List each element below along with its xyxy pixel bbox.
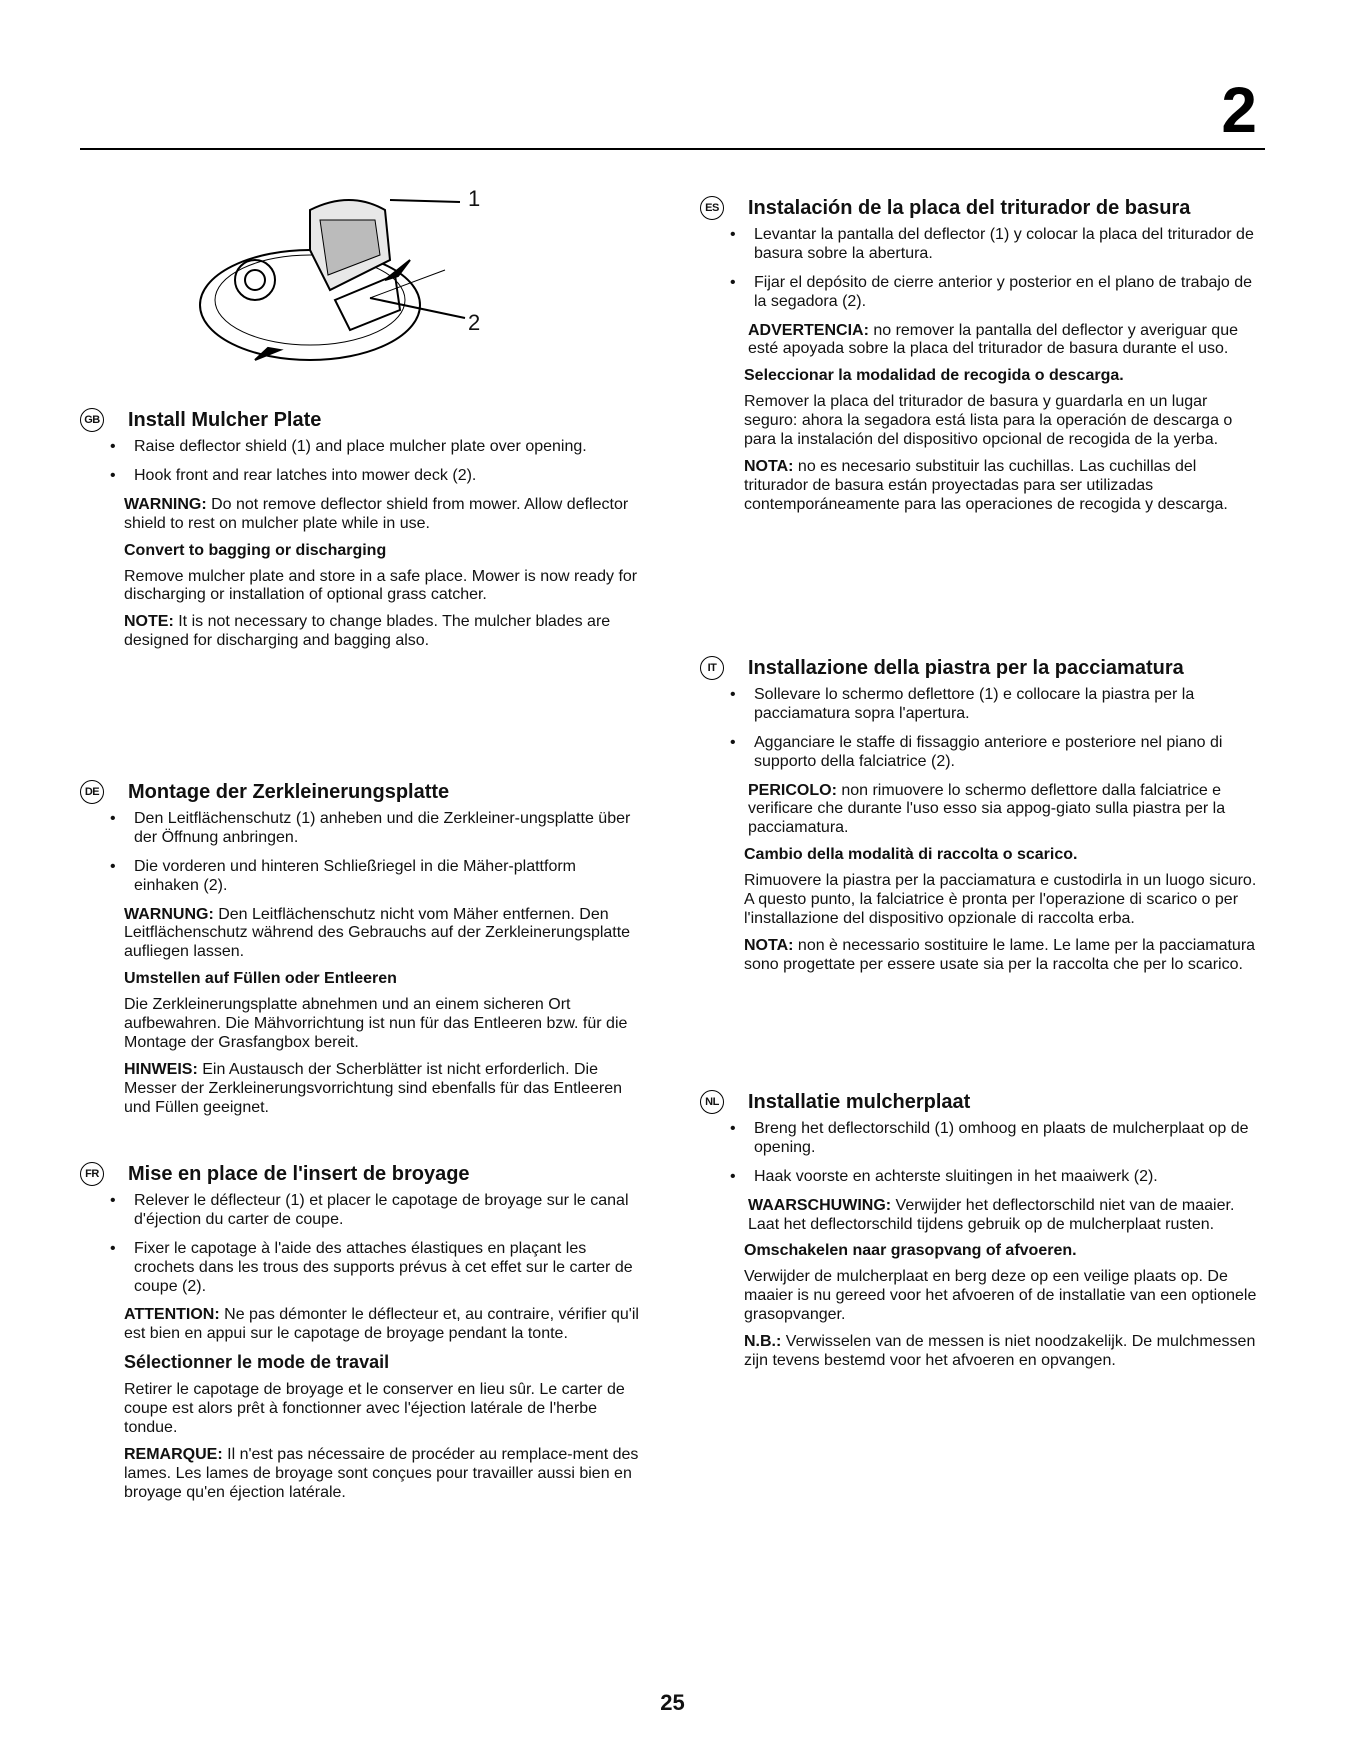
warning-text: non rimuovere lo schermo deflettore dalla falciatrice e verificare che durante l'uso esso sia appog-giato sulla piastra per la pacciamatura.: [748, 781, 1226, 837]
warning-text: Verwijder het deflectorschild niet van de maaier. Laat het deflectorschild tijdens gebruik op de mulcherplaat rusten.: [748, 1196, 1235, 1233]
note-label: REMARQUE:: [124, 1445, 223, 1463]
step-item: • Breng het deflectorschild (1) omhoog en plaats de mulcherplaat op de opening.: [730, 1120, 1260, 1158]
note-paragraph: [744, 458, 1260, 515]
note-paragraph: [124, 613, 645, 651]
note-text: Ein Austausch der Scherblätter ist nicht erforderlich. Die Messer der Zerkleinerungsvorrichtung sind ebenfalls für das Entleeren und Füllen geeignet.: [124, 1060, 623, 1116]
note-label: N.B.:: [744, 1333, 782, 1350]
step-item: • Agganciare le staffe di fissaggio anteriore e posteriore nel piano di supporto della falciatrice (2).: [730, 734, 1260, 772]
note-text: It is not necessary to change blades. The mulcher blades are designed for discharging and bagging also.: [124, 613, 611, 650]
section-title: Mise en place de l'insert de broyage: [128, 1162, 470, 1185]
warning-text: Den Leitflächenschutz nicht vom Mäher entfernen. Den Leitflächenschutz während des Gebrauchs auf der Zerkleinerungsplatte aufliegen lassen.: [124, 905, 631, 961]
note-text: non è necessario sostituire le lame. Le lame per la pacciamatura sono progettate per essere usate sia per la raccolta che per lo scarico.: [744, 936, 1256, 973]
subheading: Cambio della modalità di raccolta o scarico.: [744, 846, 1078, 864]
warning-text: Ne pas démonter le déflecteur et, au contraire, vérifier qu'il est bien en appui sur le capotage de broyage pendant la tonte.: [124, 1306, 639, 1343]
body-paragraph: Die Zerkleinerungsplatte abnehmen und an einem sicheren Ort aufbewahren. Die Mähvorrichtung ist nun für das Entleeren bzw. für die Montage der Grasfangbox bereit.: [124, 996, 628, 1051]
step-list: [700, 1120, 1260, 1187]
note-paragraph: [744, 937, 1260, 975]
section-it: [700, 656, 1260, 983]
section-gb: [80, 408, 645, 659]
note-text: no es necesario substituir las cuchillas. Las cuchillas del triturador de basura están proyectadas para ser utilizadas contemporáneamente para las operaciones de recogida y descarga.: [744, 457, 1228, 513]
mulcher-plate-illustration: [160, 180, 560, 400]
subheading: Umstellen auf Füllen oder Entleeren: [124, 970, 397, 988]
note-paragraph: [124, 1446, 645, 1503]
note-label: HINWEIS:: [124, 1060, 198, 1078]
warning-text: no remover la pantalla del deflector y averiguar que esté apoyada sobre la placa del triturador de basura durante el uso.: [748, 321, 1238, 358]
section-nl: [700, 1090, 1260, 1379]
step-list: [700, 686, 1260, 772]
page-number: 25: [660, 1690, 685, 1715]
callout-label-2: 2: [468, 310, 481, 335]
subheading: Seleccionar la modalidad de recogida o descarga.: [744, 367, 1124, 385]
section-de: [80, 780, 645, 1125]
note-text: Il n'est pas nécessaire de procéder au remplace-ment des lames. Les lames de broyage sont conçues pour travailler aussi bien en broyage qu'en éjection latérale.: [124, 1445, 639, 1501]
step-item: • Fixer le capotage à l'aide des attaches élastiques en plaçant les crochets dans les trous des supports prévus à cet effet sur le carter de coupe (2).: [110, 1240, 645, 1297]
step-item: • Relever le déflecteur (1) et placer le capotage de broyage sur le canal d'éjection du carter de coupe.: [110, 1192, 645, 1230]
language-badge-nl: NL: [700, 1090, 724, 1114]
step-list: [80, 438, 645, 486]
step-item: • Die vorderen und hinteren Schließriegel in die Mäher-plattform einhaken (2).: [110, 858, 645, 896]
note-paragraph: [744, 1333, 1260, 1371]
section-title: Installazione della piastra per la pacciamatura: [748, 656, 1184, 679]
callout-label-1: 1: [468, 186, 481, 211]
step-item: • Den Leitflächenschutz (1) anheben und die Zerkleiner-ungsplatte über der Öffnung anbringen.: [110, 810, 645, 848]
section-title: Montage der Zerkleinerungsplatte: [128, 780, 450, 803]
section-fr: [80, 1162, 645, 1510]
section-es: [700, 196, 1260, 523]
step-item: • Haak voorste en achterste sluitingen in het maaiwerk (2).: [730, 1168, 1260, 1187]
step-list: [80, 1192, 645, 1296]
warning-label: PERICOLO:: [748, 781, 837, 799]
step-item: • Sollevare lo schermo deflettore (1) e collocare la piastra per la pacciamatura sopra l'apertura.: [730, 686, 1260, 724]
section-title: Install Mulcher Plate: [128, 408, 322, 431]
mower-deck-drawing: [160, 180, 560, 400]
header-rule: [80, 148, 1265, 150]
warning-label: WAARSCHUWING:: [748, 1196, 892, 1214]
language-badge-it: IT: [700, 656, 724, 680]
step-item: • Raise deflector shield (1) and place mulcher plate over opening.: [110, 438, 645, 457]
warning-paragraph: [748, 782, 1260, 839]
step-item: • Hook front and rear latches into mower deck (2).: [110, 467, 645, 486]
step-list: [80, 810, 645, 896]
section-title: Installatie mulcherplaat: [748, 1090, 971, 1113]
warning-label: ATTENTION:: [124, 1306, 220, 1324]
note-label: NOTE:: [124, 613, 174, 631]
language-badge-gb: GB: [80, 408, 104, 432]
warning-paragraph: [124, 906, 645, 963]
note-text: Verwisselen van de messen is niet noodzakelijk. De mulchmessen zijn tevens bestemd voor het afvoeren en opvangen.: [744, 1333, 1256, 1369]
language-badge-fr: FR: [80, 1162, 104, 1186]
body-paragraph: Rimuovere la piastra per la pacciamatura e custodirla in un luogo sicuro. A questo punto, la falciatrice è pronta per l'operazione di scarico o per l'installazione del dispositivo opzionale di raccolta erba.: [744, 872, 1257, 927]
body-paragraph: Retirer le capotage de broyage et le conserver en lieu sûr. Le carter de coupe est alors prêt à fonctionner avec l'éjection latérale de l'herbe tondue.: [124, 1381, 625, 1436]
warning-label: WARNING:: [124, 495, 207, 513]
warning-paragraph: [748, 322, 1260, 360]
warning-label: ADVERTENCIA:: [748, 321, 869, 339]
language-badge-es: ES: [700, 196, 724, 220]
step-list: [700, 226, 1260, 312]
chapter-number: 2: [1221, 74, 1257, 146]
warning-label: WARNUNG:: [124, 905, 214, 923]
body-paragraph: Remove mulcher plate and store in a safe place. Mower is now ready for discharging or installation of optional grass catcher.: [124, 567, 638, 604]
body-paragraph: Verwijder de mulcherplaat en berg deze op een veilige plaats op. De maaier is nu gereed voor het afvoeren of de installatie van een optionele grasopvanger.: [744, 1268, 1257, 1324]
step-item: • Fijar el depósito de cierre anterior y posterior en el plano de trabajo de la segadora (2).: [730, 274, 1260, 312]
warning-paragraph: [124, 496, 645, 534]
body-paragraph: Remover la placa del triturador de basura y guardarla en un lugar seguro: ahora la segadora está lista para la operación de descarga o para la instalación del dispositivo opcional de recogida de la yerba.: [744, 393, 1233, 448]
note-label: NOTA:: [744, 936, 794, 954]
subheading: Sélectionner le mode de travail: [124, 1352, 390, 1373]
section-title: Instalación de la placa del triturador de basura: [748, 196, 1191, 219]
note-paragraph: [124, 1061, 645, 1118]
step-item: • Levantar la pantalla del deflector (1) y colocar la placa del triturador de basura sobre la abertura.: [730, 226, 1260, 264]
note-label: NOTA:: [744, 457, 794, 475]
language-badge-de: DE: [80, 780, 104, 804]
subheading: Convert to bagging or discharging: [124, 541, 387, 559]
warning-text: Do not remove deflector shield from mower. Allow deflector shield to rest on mulcher plate while in use.: [124, 495, 629, 532]
warning-paragraph: [748, 1197, 1260, 1235]
subheading: Omschakelen naar grasopvang of afvoeren.: [744, 1242, 1077, 1260]
warning-paragraph: [124, 1306, 645, 1344]
